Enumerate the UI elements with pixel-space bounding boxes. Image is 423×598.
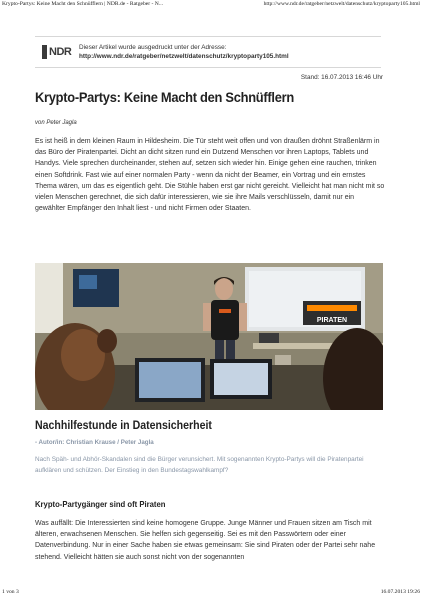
stand-timestamp: Stand: 16.07.2013 16:46 Uhr (300, 74, 383, 81)
article-byline: von Peter Jagla (35, 120, 77, 126)
print-header (0, 0, 423, 10)
article-title: Krypto-Partys: Keine Macht den Schnüfflern (35, 89, 294, 105)
subheading: Krypto-Partygänger sind oft Piraten (35, 500, 166, 509)
article-paragraph: Es ist heiß in dem kleinen Raum in Hildesheim. Die Tür steht weit offen und von draußen dröhnt Straßenlärm in das Büro der Piratenpartei. Dicht an dicht sitzen rund ein Dutzend Menschen vor ihren Laptops, Tablets und Handys. Viele sprechen durcheinander, stehen auf, setzen sich wieder hin. Einige gehen eine rauchen, trinken einen Softdrink. Fast wie auf einer normalen Party - wenn da nicht der Beamer, ein Vortrag und ein ernstes Thema wären, um das es eigentlich geht. Die Stühle haben erst gar nicht gereicht. Vielleicht hat man nicht mit so vielen Menschen gerechnet, die sich dafür interessieren, wie sie ihre Mails verschlüsseln, damit nur ein gewählter Empfänger den Inhalt liest - und nicht Firmen oder Staaten. (35, 138, 385, 213)
article-photo[interactable] (35, 263, 383, 410)
ndr-logo-text: NDR (49, 46, 72, 58)
print-header-url[interactable]: http://www.ndr.de/ratgeber/netzwelt/datenschutz/kryptoparty105.html (263, 1, 420, 7)
print-timestamp: 16.07.2013 19:26 (380, 589, 420, 595)
print-notice (35, 36, 381, 68)
article-paragraph-2: Was auffällt: Die Interessierten sind keine homogene Gruppe. Junge Männer und Frauen sitzen am Tisch mit älteren, erwachsenen Menschen. Sie helfen sich gegenseitig. Sei es mit den Passwörtern oder einer Datenverbindung. Nur in einer Sache haben sie etwas gemeinsam: Sie sind Piraten oder der Partei sehr nahe stehend. Vielleicht hätten sie auch sonst nicht von der sogenannten (35, 520, 376, 561)
notice-url[interactable]: http://www.ndr.de/ratgeber/netzwelt/datenschutz/kryptoparty105.html (79, 53, 289, 60)
page-count: 1 von 3 (2, 589, 19, 595)
section-heading: Nachhilfestunde in Datensicherheit (35, 420, 212, 432)
ndr-logo (42, 41, 72, 63)
print-footer (0, 588, 423, 598)
notice-text (79, 43, 289, 61)
notice-line: Dieser Artikel wurde ausgedruckt unter der Adresse: (79, 44, 227, 51)
print-header-title: Krypto-Partys: Keine Macht den Schnüfflern | NDR.de - Ratgeber - N... (2, 1, 164, 7)
ndr-logo-bar (42, 45, 47, 59)
banner-text: PIRATEN (316, 317, 348, 324)
video-authors: - Autor/in: Christian Krause / Peter Jagla (35, 439, 154, 446)
photo-illustration (35, 263, 383, 410)
video-teaser[interactable]: Nach Späh- und Abhör-Skandalen sind die Bürger verunsichert. Mit sogenannten Krypto-Partys will die Piratenpartei aufklären und schützen. Der Einstieg in den Bundestagswahlkampf? (35, 456, 364, 474)
